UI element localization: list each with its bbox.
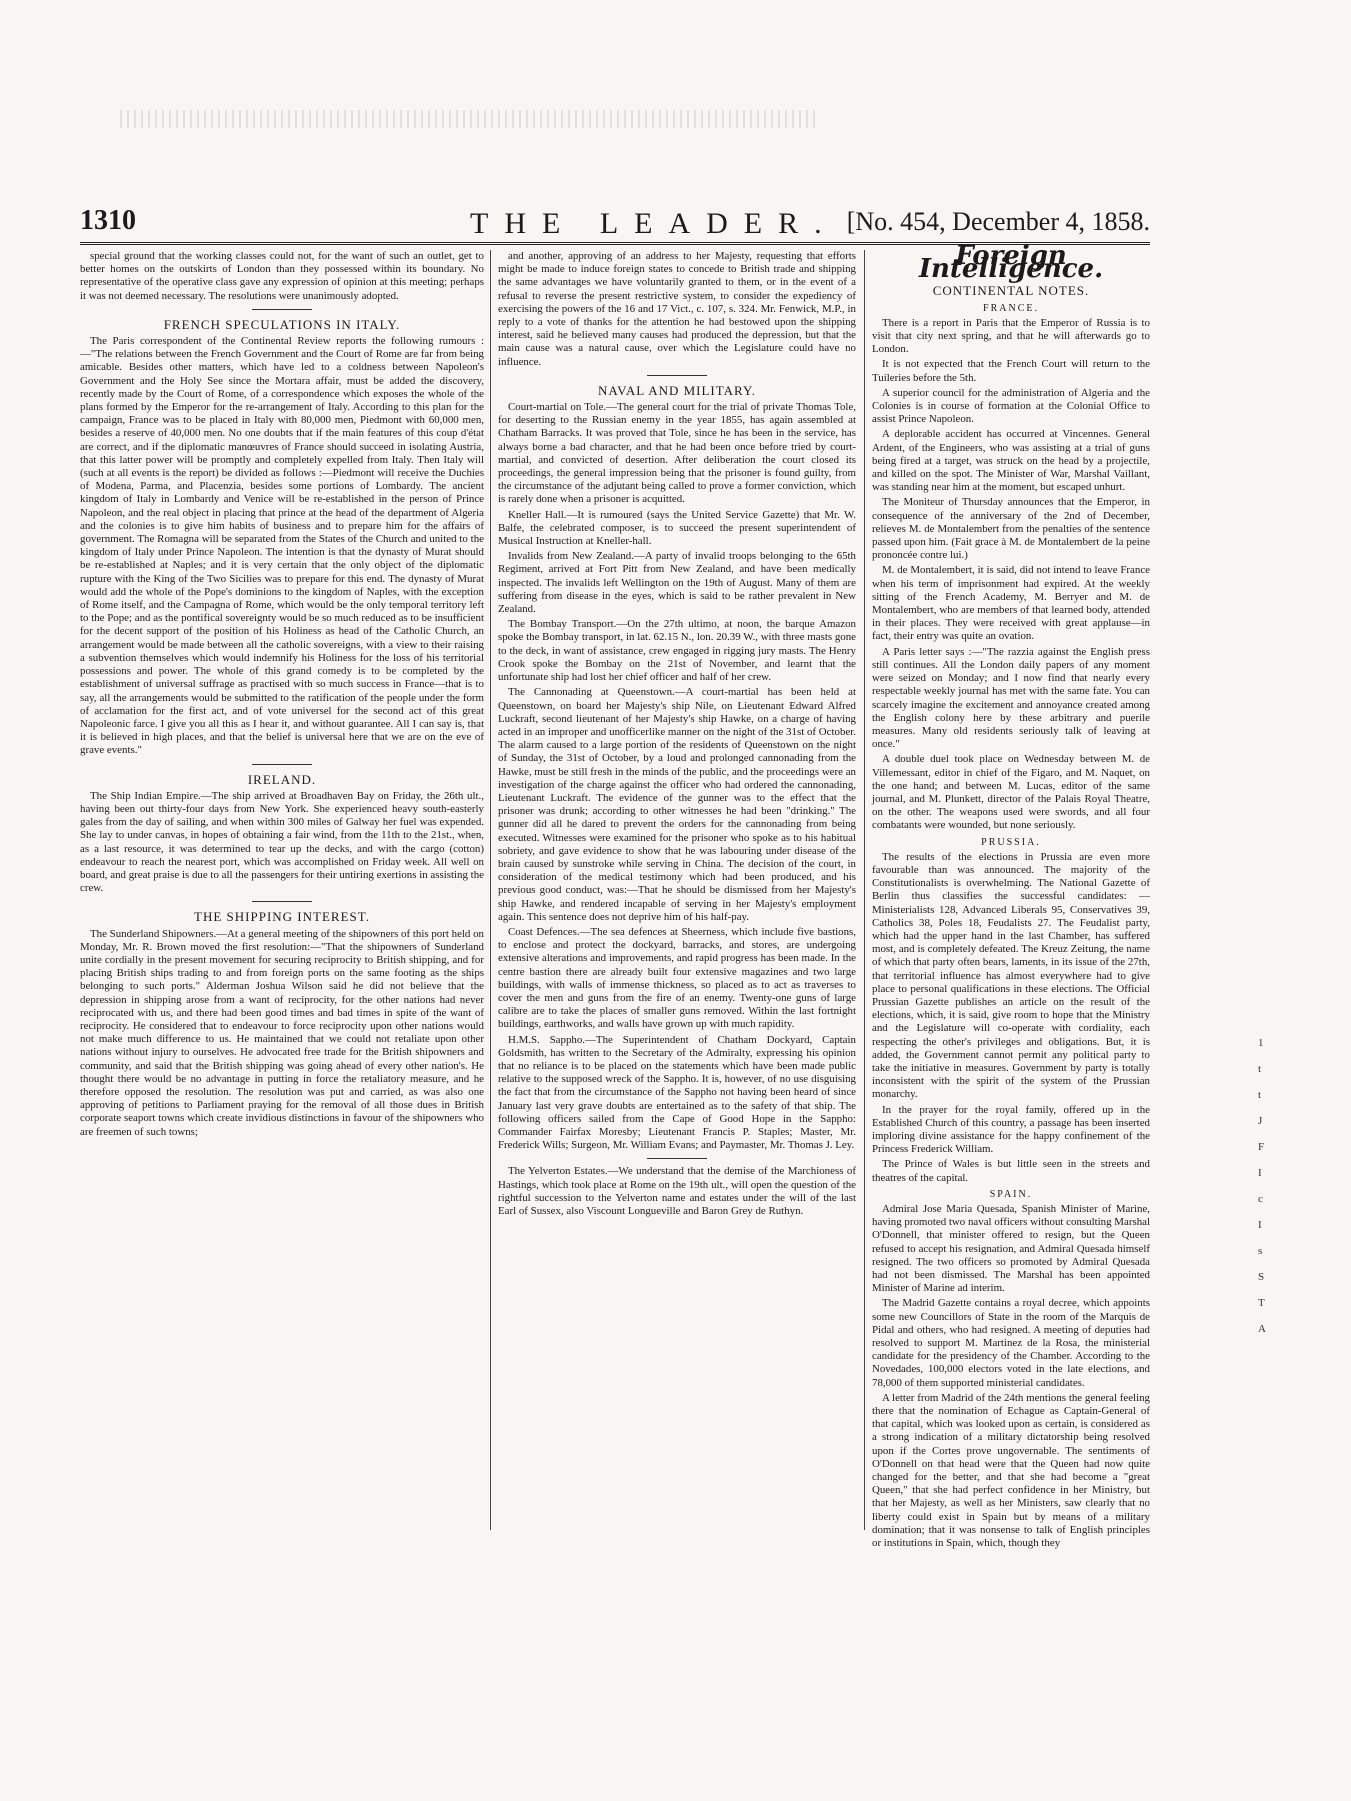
fragment-letter: t xyxy=(1258,1063,1262,1075)
fragment-letter: 1 xyxy=(1258,1037,1264,1049)
fragment-letter: J xyxy=(1258,1115,1263,1127)
fragment-letter: c xyxy=(1258,1193,1263,1205)
article-paragraph: The Madrid Gazette contains a royal decree, which appoints some new Councillors of State in the room of the Marquis de Pidal and others, who had resigned. A meeting of deputies had resolved to support M. Martinez de la Rosa, the ministerial candidate for the presidency of the Chamber. According to the Novedades, 100,000 electors voted in the late elections, and 78,000 of them supported ministerial candidates. xyxy=(872,1297,1150,1389)
scan-artifact xyxy=(120,110,820,128)
article-paragraph: A deplorable accident has occurred at Vincennes. General Ardent, of the Engineers, who was assisting at a trial of guns being fired at a target, was struck on the head by a projectile, and killed on the spot. The Minister of War, Marshal Vaillant, was standing near him at the moment, but escaped unhurt. xyxy=(872,428,1150,494)
section-heading: IRELAND. xyxy=(247,771,317,787)
article-paragraph: It is not expected that the French Court will return to the Tuileries before the 5th. xyxy=(872,358,1150,384)
fragment-letter: F xyxy=(1258,1141,1265,1153)
country-label: SPAIN. xyxy=(989,1188,1033,1200)
masthead xyxy=(80,205,1150,241)
article-paragraph: The Prince of Wales is but little seen in the streets and theatres of the capital. xyxy=(872,1158,1150,1184)
article-paragraph: The Moniteur of Thursday announces that the Emperor, in consequence of the anniversary of the 2nd of December, relieves M. de Montalembert from the penalties of the sentence passed upon him. (Fait grace à M. de Montalembert de la peine prononcée contre lui.) xyxy=(872,496,1150,562)
article-paragraph: The Yelverton Estates.—We understand that the demise of the Marchioness of Hastings, which took place at Rome on the 19th ult., will open the question of the rightful succession to the Yelverton name and estates under the will of the last Earl of Sussex, also Viscount Longueville and Baron Grey de Ruthyn. xyxy=(498,1165,856,1218)
article-paragraph: The results of the elections in Prussia are even more favourable than was announced. The majority of the Constitutionalists is overwhelming. The National Gazette of Berlin thus classifies the successful candidates: —Ministerialists 128, Advanced Liberals 95, Conservatives 39, Catholics 38, Poles 18, Feudalists 27. The Feudalist party, which had the upper hand in the last Chamber, has suffered most, and is completely defeated. The Kreuz Zeitung, the name of which that party often bears, laments, in its issue of the 27th, that territorial influence has almost everywhere had to give place to personal qualifications in these elections. The Official Prussian Gazette publishes an article on the result of the elections, which, it is said, give room to hope that the Ministry and the Legislature will co-operate with cordiality, each respecting the other's privileges and obligations. But, it is added, the Government cannot permit any political party to take the initiative in measures. Government by party is totally inconsistent with the spirit of the system of the Prussian monarchy. xyxy=(872,850,1150,1101)
section-heading: THE SHIPPING INTEREST. xyxy=(194,909,370,925)
fragment-letter: T xyxy=(1258,1297,1265,1309)
article-paragraph: H.M.S. Sappho.—The Superintendent of Chatham Dockyard, Captain Goldsmith, has written to the Secretary of the Admiralty, expressing his opinion that no reliance is to be placed on the statements which have been made public relative to the supposed wreck of the Sappho. It is, however, of no use disguising the fact that from the circumstance of the Sappho not having been heard of since January last very grave doubts are entertained as to the safety of that ship. The following officers sailed from the Cape of Good Hope in the Sappho: Commander Fairfax Moresby; Lieutenant Francis P. Staples; Master, Mr. Frederick Wills; Surgeon, Mr. William Evans; and Paymaster, Mr. Thomas J. Ley. xyxy=(498,1033,856,1152)
section-rule xyxy=(252,901,312,902)
page-number: 1310 xyxy=(80,205,136,236)
column-divider xyxy=(490,250,491,1530)
section-heading: FRENCH SPECULATIONS IN ITALY. xyxy=(163,316,401,332)
section-heading: NAVAL AND MILITARY. xyxy=(598,382,756,398)
article-paragraph: Admiral Jose Maria Quesada, Spanish Minister of Marine, having promoted two naval officers without consulting Marshal O'Donnell, that minister offered to resign, but the Queen refused to accept his resignation, and Admiral Quesada himself resigned. The two officers so promoted by Admiral Quesada had not been dismissed. The Marshal has been appointed Minister of Marine ad interim. xyxy=(872,1203,1150,1295)
article-paragraph: The Bombay Transport.—On the 27th ultimo, at noon, the barque Amazon spoke the Bombay transport, in lat. 62.15 N., lon. 20.39 W., with three masts gone to the deck, in want of assistance, crew engaged in rigging jury masts. The Henry Crook spoke the Bombay on the 21st of November, and learnt that the unfortunate ship had lost her chief officer and half of her crew. xyxy=(498,618,856,684)
country-label: PRUSSIA. xyxy=(981,836,1041,848)
paper-title: THE LEADER. xyxy=(470,207,838,240)
section-heading: CONTINENTAL NOTES. xyxy=(932,283,1090,299)
section-rule xyxy=(252,309,312,310)
article-paragraph: The Paris correspondent of the Continental Review reports the following rumours :—"The relations between the French Government and the Court of Rome are far from being amicable. Besides other matters, which have led to a coldness between Napoleon's Government and the Holy See since the Mortara affair, must be added the discovery, recently made by the Court of Rome, of a correspondence which exposes the whole of the plans formed by the Emperor for the re-arrangement of Italy. According to this plan for the campaign, France was to be placed in Italy with 80,000 men, Piedmont with 60,000 men, besides a reserve of 40,000 men. No one doubts that if the main features of this coup d'état are correct, and if the diplomatic manœuvres of France should succeed in isolating Austria, that this latter power will be promptly and completely expelled from Italy. Then Italy will (such at all events is the report) be divided as follows :—Piedmont will receive the Duchies of Modena, Parma, and Placenzia, besides some portions of Lombardy. The ancient kingdom of Italy in Lombardy and Venice will be re-established in the person of Prince Napoleon, and the real object in placing that prince at the head of the department of Algeria and the colonies is to give him habits of business and to prepare him for the affairs of government. The Romagna will be separated from the States of the Church and united to the kingdom of Italy under Prince Napoleon. The intention is that the dynasty of Murat should be re-established at Naples; and it is very certain that the only object of the diplomatic rupture with the King of the Two Sicilies was to prepare for this end. The dynasty of Murat would add the whole of the Pope's dominions to the kingdom of Naples, with the exception of Rome itself, and the Campagna of Rome, which would be the only temporal territory left to the Pope; and as the pontifical sovereignty would be so much reduced as to be insufficient for the decent support of the position of his Holiness as head of the Catholic Church, an arrangement would be made between all the catholic sovereigns, with a view to their raising a subvention themselves which would indemnify his Holiness for the loss of his territorial possessions and power. The whole of this grand comedy is to be completed by the establishment of universal suffrage as practised with so much success in France—that is to say, all the arrangements would be submitted to the ratification of the people under the form of acclamation for the first act, and of vote universel for the second act of this great Napoleonic farce. I give you all this as I hear it, and without guarantee. All I can say is, that it is believed in high places, and that the belief is universal here that we are on the eve of grave events." xyxy=(80,335,484,757)
column-2 xyxy=(498,250,856,1220)
article-paragraph: Kneller Hall.—It is rumoured (says the United Service Gazette) that Mr. W. Balfe, the celebrated composer, is to succeed the present superintendent of Musical Instruction at Kneller-hall. xyxy=(498,508,856,548)
article-paragraph: A double duel took place on Wednesday between M. de Villemessant, editor in chief of the Figaro, and M. Naquet, on the one hand; and between M. Lucas, editor of the same journal, and M. Plunkett, director of the Palais Royal Theatre, on the other. The weapons used were swords, and all four combatants were wounded, but none seriously. xyxy=(872,753,1150,832)
section-title: Foreign Intelligence. xyxy=(918,241,1104,285)
article-paragraph: A letter from Madrid of the 24th mentions the general feeling there that the nomination of Echague as Captain-General of that capital, which was looked upon as certain, is considered as a strong indication of a military dictatorship being resolved upon if the Cortes prove ungovernable. The sentiments of O'Donnell on that head were that the Queen had now quite changed for the better, and that she had become a "great Queen," that she had perfect confidence in her Ministry, but that her Majesty, as well as her Ministers, saw clearly that no liberty could exist in Spain but by means of a military domination; that it was nonsense to talk of English principles or institutions in Spain, which, though they xyxy=(872,1391,1150,1550)
fragment-letter: A xyxy=(1258,1323,1266,1335)
column-1 xyxy=(80,250,484,1141)
section-rule xyxy=(252,764,312,765)
section-rule xyxy=(647,375,707,376)
article-paragraph: The Ship Indian Empire.—The ship arrived at Broadhaven Bay on Friday, the 26th ult., having been out thirty-four days from New York. She experienced heavy south-easterly gales from the day of sailing, and when within 300 miles of Galway her fuel was expended. She lay to under canvas, in hopes of obtaining a fair wind, from the 11th to the 21st., when, as a last resource, it was determined to tear up the decks, and with the cargo (cotton) endeavour to reach the nearest port, which was accomplished on Friday week. All well on board, and great praise is due to all the passengers for their untiring exertions in assisting the crew. xyxy=(80,789,484,895)
fragment-letter: s xyxy=(1258,1245,1263,1257)
fragment-letter: t xyxy=(1258,1089,1262,1101)
article-paragraph: special ground that the working classes could not, for the want of such an outlet, get to better homes on the outskirts of London than they possessed within its boundary. No representative of the operative class gave any expression of opinion at this meeting; perhaps it was not deemed necessary. The resolutions were unanimously adopted. xyxy=(80,250,484,302)
section-rule xyxy=(647,1158,707,1159)
article-paragraph: and another, approving of an address to her Majesty, requesting that efforts might be made to induce foreign states to concede to British trade and shipping the same advantages we have voluntarily granted to them, or in the event of a refusal to reverse the present restrictive system, to consider the expediency of exercising the powers of the 16 and 17 Vict., c. 107, s. 324. Mr. Fenwick, M.P., in reply to a vote of thanks for the attention he had bestowed upon the shipping interest, said he believed many causes had produced the depression, but that the main cause was a natural cause, over which the Legislature could have no influence. xyxy=(498,250,856,368)
issue-line: [No. 454, December 4, 1858. xyxy=(846,207,1150,236)
article-paragraph: Court-martial on Tole.—The general court for the trial of private Thomas Tole, for deserting to the Russian enemy in the year 1855, has again assembled at Chatham Barracks. It was proved that Tole, since he has been in the service, has always borne a bad character, and that he had been once before tried by court-martial, and convicted of desertion. After deliberation the court closed its proceedings, the general impression being that the prisoner is found guilty, from the circumstance of the adjutant being called to prove a former conviction, which is rarely done when a prisoner is acquitted. xyxy=(498,401,856,506)
article-paragraph: The Sunderland Shipowners.—At a general meeting of the shipowners of this port held on Monday, Mr. R. Brown moved the first resolution:—"That the shipowners of Sunderland unite cordially in the present movement for securing reciprocity to British shipping, and for placing British ships trading to and from foreign ports on the same footing as the ships belonging to such ports." Alderman Joshua Wilson said he did not believe that the depression in shipping arose from a want of reciprocity, for the other nations had never reciprocated with us, and there had been good times and bad times in spite of the want of reciprocity. He considered that to endeavour to force reciprocity upon other nations would not make much difference to us. He maintained that we could not retaliate upon other nations without injury to ourselves. He advocated free trade for the British shipowners and community, and said that the British shipping was going ahead of every other nation's. He thought there would be no advantage in putting in force the retaliatory measure, and he therefore opposed the resolution. The resolution was put and carried, as was also one approving of petitions to Parliament praying for the removal of all those dues in British corporate seaport towns which create invidious distinctions in favour of the shipowners who are freemen of such towns; xyxy=(80,927,484,1138)
article-paragraph: A superior council for the administration of Algeria and the Colonies is in course of formation at the Colonial Office to assist Prince Napoleon. xyxy=(872,386,1150,426)
article-paragraph: In the prayer for the royal family, offered up in the Established Church of this country, a passage has been inserted imploring divine assistance for the happy confinement of the Princess Frederick William. xyxy=(872,1103,1150,1156)
column-3 xyxy=(872,241,1150,1552)
country-label: FRANCE. xyxy=(983,302,1039,314)
article-paragraph: A Paris letter says :—"The razzia against the English press still continues. All the London daily papers of any moment were seized on Monday; and I now find that nearly every respectable weekly journal has met with the same fate. You can scarcely imagine the excitement and annoyance created among the English colony here by these arbitrary and puerile measures. Many old residents seriously talk of leaving at once." xyxy=(872,645,1150,751)
article-paragraph: M. de Montalembert, it is said, did not intend to leave France when his term of imprisonment had expired. At the weekly sitting of the French Academy, M. Berryer and M. de Montalembert, who are members of that learned body, attended in their places. They were received with great applause—in fact, their entry was quite an ovation. xyxy=(872,564,1150,643)
column-divider xyxy=(864,250,865,1530)
fragment-letter: S xyxy=(1258,1271,1265,1283)
fragment-letter: I xyxy=(1258,1167,1262,1179)
fragment-letter: I xyxy=(1258,1219,1262,1231)
article-paragraph: There is a report in Paris that the Emperor of Russia is to visit that city next spring, and that he will afterwards go to London. xyxy=(872,316,1150,356)
article-paragraph: Coast Defences.—The sea defences at Sheerness, which include five bastions, to enclose and protect the dockyard, barracks, and stores, are undergoing extensive alterations and improvements, and rapid progress has been made. In the centre bastion there are already built four extensive magazines and two large buildings, with walls of immense thickness, so placed as to act as traverses to cover the men and guns from the fire of an enemy. Twenty-one guns of large calibre are to take the places of smaller guns removed. Within the last fortnight buildings, earthworks, and walls have grown up with much rapidity. xyxy=(498,925,856,1031)
article-paragraph: Invalids from New Zealand.—A party of invalid troops belonging to the 65th Regiment, arrived at Fort Pitt from New Zealand, and have been medically inspected. The invalids left Wellington on the 19th of August. Many of them are suffering from disease in the eyes, which is said to be rather prevalent in New Zealand. xyxy=(498,550,856,616)
article-paragraph: The Cannonading at Queenstown.—A court-martial has been held at Queenstown, on board her Majesty's ship Nile, on Lieutenant Edward Alfred Luckraft, second lieutenant of her Majesty's ship Hawke, on a charge of having acted in an improper and unofficerlike manner on the night of the 31st of October. The alarm caused to a large portion of the residents of Queenstown on the night of Sunday, the 31st of October, by a loud and prolonged cannonading from the Hawke, must be still fresh in the minds of the public, and the proceedings were an investigation of the charge against the officer who had ordered the cannonading, Lieutenant Luckraft. The evidence of the gunner was to the effect that the prisoner was drunk; according to other witnesses he had been "drinking." The gunner did all he dared to prevent the orders for the cannonading from being executed. Witnesses were examined for the prisoner who spoke as to his habitual sobriety, and gave evidence to show that he was labouring under disease of the brain caused by sunstroke while serving in China. The decision of the court, in consideration of the medical testimony which had been produced, and his previous good conduct, was:—That he should be dismissed from her Majesty's ship Hawke, and rendered incapable of serving in her Majesty's employment again. This sentence does not deprive him of his half-pay. xyxy=(498,686,856,923)
adjacent-page-fragment xyxy=(1258,1030,1276,1342)
